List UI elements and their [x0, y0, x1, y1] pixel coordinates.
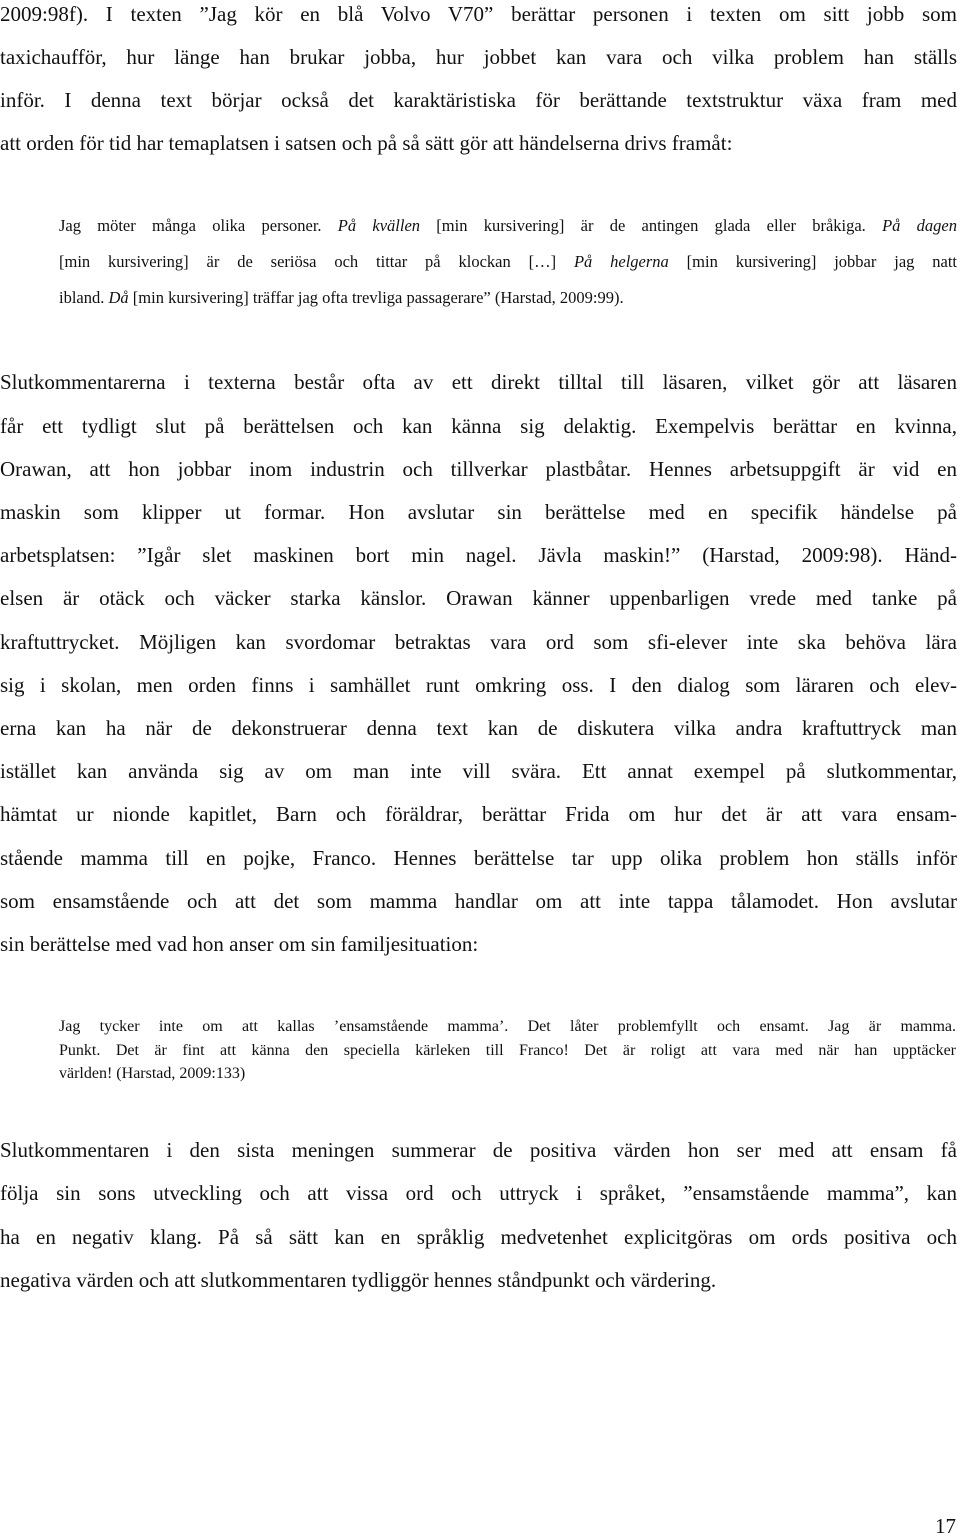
intro-line-3: inför. I denna text börjar också det karaktäristiska för berättande textstruktur växa fram med	[0, 88, 957, 112]
para2-line-3: Orawan, att hon jobbar inom industrin och tillverkar plastbåtar. Hennes arbetsuppgift är vid en	[0, 457, 957, 481]
para3-line-2: följa sin sons utveckling och att vissa ord och uttryck i språket, ”ensamstående mamma”, kan	[0, 1181, 957, 1205]
para2-line-2: får ett tydligt slut på berättelsen och kan känna sig delaktig. Exempelvis berättar en kvinna,	[0, 414, 957, 438]
quote1-line-3: ibland. Då [min kursivering] träffar jag ofta trevliga passagerare” (Harstad, 2009:99).	[59, 288, 624, 307]
para2-line-14: sin berättelse med vad hon anser om sin familjesituation:	[0, 932, 479, 956]
para2-line-12: stående mamma till en pojke, Franco. Hennes berättelse tar upp olika problem hon ställs inför	[0, 846, 957, 870]
para2-line-6: elsen är otäck och väcker starka känslor. Orawan känner uppenbarligen vrede med tanke på	[0, 586, 957, 610]
intro-line-2: taxichaufför, hur länge han brukar jobba, hur jobbet kan vara och vilka problem han ställs	[0, 45, 957, 69]
para2-line-1: Slutkommentarerna i texterna består ofta av ett direkt tilltal till läsaren, vilket gör att läsaren	[0, 370, 957, 394]
para2-line-11: hämtat ur nionde kapitlet, Barn och föräldrar, berättar Frida om hur det är att vara ensam-	[0, 802, 957, 826]
intro-line-4: att orden för tid har temaplatsen i satsen och på så sätt gör att händelserna drivs framåt:	[0, 131, 733, 155]
para3-line-1: Slutkommentaren i den sista meningen summerar de positiva värden hon ser med att ensam få	[0, 1138, 957, 1162]
para2-line-8: sig i skolan, men orden finns i samhället runt omkring oss. I den dialog som läraren och elev-	[0, 673, 957, 697]
quote1-line-1: Jag möter många olika personer. På kvällen [min kursivering] är de antingen glada eller bråkiga. På dagen	[59, 216, 957, 235]
quote2-line-3: världen! (Harstad, 2009:133)	[59, 1065, 246, 1082]
para3-line-3: ha en negativ klang. På så sätt kan en språklig medvetenhet explicitgöras om ords positiva och	[0, 1225, 957, 1249]
para2-line-4: maskin som klipper ut formar. Hon avslutar sin berättelse med en specifik händelse på	[0, 500, 957, 524]
quote1-line-2: [min kursivering] är de seriösa och tittar på klockan […] På helgerna [min kursivering] jobbar jag natt	[59, 252, 958, 271]
para3-line-4: negativa värden och att slutkommentaren tydliggör hennes ståndpunkt och värdering.	[0, 1268, 717, 1292]
para2-line-10: istället kan använda sig av om man inte vill svära. Ett annat exempel på slutkommentar,	[0, 759, 957, 783]
para2-line-7: kraftuttrycket. Möjligen kan svordomar betraktas vara ord som sfi-elever inte ska behöva lära	[0, 630, 957, 654]
para2-line-13: som ensamstående och att det som mamma handlar om att inte tappa tålamodet. Hon avslutar	[0, 889, 957, 913]
intro-line-1: 2009:98f). I texten ”Jag kör en blå Volvo V70” berättar personen i texten om sitt jobb som	[0, 2, 957, 26]
quote2-line-2: Punkt. Det är fint att känna den speciella kärleken till Franco! Det är roligt att vara med när han upptäcker	[59, 1042, 956, 1059]
quote2-line-1: Jag tycker inte om att kallas ’ensamstående mamma’. Det låter problemfyllt och ensamt. Jag är mamma.	[59, 1018, 956, 1035]
para2-line-5: arbetsplatsen: ”Igår slet maskinen bort min nagel. Jävla maskin!” (Harstad, 2009:98). Händ-	[0, 543, 957, 567]
page-number: 17	[935, 1514, 956, 1538]
para2-line-9: erna kan ha när de dekonstruerar denna text kan de diskutera vilka andra kraftuttryck man	[0, 716, 957, 740]
